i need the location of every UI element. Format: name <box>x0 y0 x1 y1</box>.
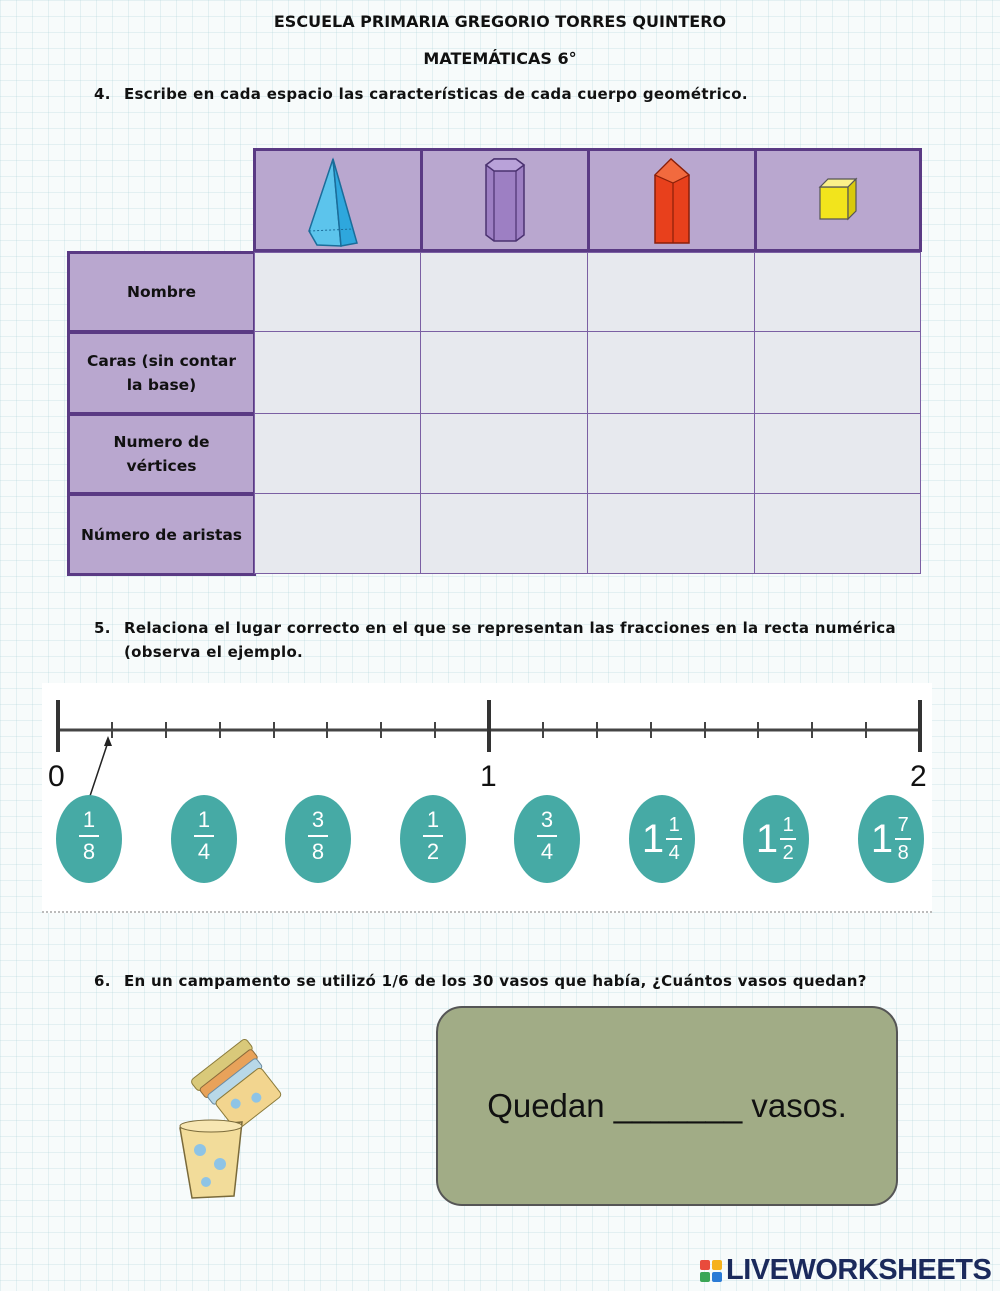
row-label-aristas: Número de aristas <box>67 493 256 576</box>
brand-text: LIVEWORKSHEETS <box>726 1254 992 1286</box>
paper-cups-illustration <box>170 1030 300 1202</box>
fraction-numerator: 3 <box>540 807 554 832</box>
logo-square-red <box>700 1260 710 1270</box>
answer-cell-vertices-2[interactable] <box>420 413 589 494</box>
cube-icon <box>754 151 922 249</box>
fraction-denominator: 8 <box>311 839 325 864</box>
axis-label-2: 2 <box>910 760 927 793</box>
row-label-vertices: Numero de vértices <box>67 413 256 495</box>
fraction-numerator: 1 <box>82 807 96 832</box>
answer-box[interactable] <box>436 1006 898 1206</box>
answer-cell-vertices-1[interactable] <box>254 413 422 494</box>
fraction-chip-1-4[interactable] <box>171 795 237 883</box>
question-4 <box>94 85 748 103</box>
fraction-denominator: 8 <box>82 839 96 864</box>
answer-cell-caras-4[interactable] <box>754 331 921 414</box>
axis-label-1: 1 <box>480 760 497 793</box>
subject-title: MATEMÁTICAS 6° <box>423 49 577 68</box>
fraction-whole: 1 <box>641 817 665 861</box>
answer-cell-nombre-4[interactable] <box>754 252 921 332</box>
answer-cell-caras-1[interactable] <box>254 331 422 414</box>
fraction-numerator: 3 <box>311 807 325 832</box>
question-5-number: 5. <box>94 619 111 637</box>
answer-cell-vertices-4[interactable] <box>754 413 921 494</box>
fraction-numerator: 1 <box>426 807 440 832</box>
answer-cell-aristas-2[interactable] <box>420 493 589 574</box>
fraction-chip-1-8[interactable] <box>56 795 122 883</box>
fraction-numerator: 7 <box>897 814 909 836</box>
answer-cell-aristas-4[interactable] <box>754 493 921 574</box>
axis-label-0: 0 <box>48 760 65 793</box>
answer-cell-caras-2[interactable] <box>420 331 589 414</box>
shape-header-hexprism <box>420 148 590 252</box>
pentagonal-pyramid-icon <box>253 151 423 249</box>
fraction-whole: 1 <box>870 817 894 861</box>
shape-header-pyramid <box>253 148 423 252</box>
question-5 <box>94 619 924 661</box>
fraction-chip-3-8[interactable] <box>285 795 351 883</box>
answer-cell-nombre-2[interactable] <box>420 252 589 332</box>
answer-cell-aristas-3[interactable] <box>587 493 756 574</box>
hexagonal-prism-icon <box>420 151 590 249</box>
fraction-chip-1-1-4[interactable] <box>629 795 695 883</box>
fraction-chip-1-2[interactable] <box>400 795 466 883</box>
shape-header-triprism <box>587 148 757 252</box>
question-6-text: En un campamento se utilizó 1/6 de los 30 vasos que había, ¿Cuántos vasos quedan? <box>124 972 867 990</box>
fraction-numerator: 1 <box>197 807 211 832</box>
question-6-number: 6. <box>94 972 111 990</box>
answer-cell-nombre-3[interactable] <box>587 252 756 332</box>
fraction-numerator: 1 <box>668 814 680 836</box>
question-5-text-line1: Relaciona el lugar correcto en el que se representan las fracciones en la recta numérica <box>124 619 896 637</box>
logo-square-green <box>700 1272 710 1282</box>
row-label-nombre: Nombre <box>67 251 256 333</box>
question-4-number: 4. <box>94 85 111 103</box>
school-title: ESCUELA PRIMARIA GREGORIO TORRES QUINTERO <box>273 12 727 31</box>
example-arrow-head <box>104 736 112 746</box>
number-line <box>0 690 1000 800</box>
answer-cell-caras-3[interactable] <box>587 331 756 414</box>
question-4-text: Escribe en cada espacio las características de cada cuerpo geométrico. <box>124 85 748 103</box>
fraction-denominator: 4 <box>668 842 680 864</box>
fraction-denominator: 2 <box>782 842 794 864</box>
liveworksheets-logo-icon <box>700 1260 722 1282</box>
fraction-chip-1-7-8[interactable] <box>858 795 924 883</box>
liveworksheets-brand <box>700 1254 991 1287</box>
answer-cell-vertices-3[interactable] <box>587 413 756 494</box>
question-5-text-line2: (observa el ejemplo. <box>124 643 304 661</box>
example-arrow <box>90 742 108 796</box>
triangular-prism-icon <box>587 151 757 249</box>
fraction-whole: 1 <box>755 817 779 861</box>
answer-text: Quedan _______ vasos. <box>487 1087 847 1124</box>
fraction-denominator: 4 <box>197 839 211 864</box>
logo-square-yellow <box>712 1260 722 1270</box>
fraction-chip-1-1-2[interactable] <box>743 795 809 883</box>
answer-cell-nombre-1[interactable] <box>254 252 422 332</box>
fraction-denominator: 4 <box>540 839 554 864</box>
fraction-numerator: 1 <box>782 814 794 836</box>
question-6 <box>94 972 867 990</box>
logo-square-blue <box>712 1272 722 1282</box>
answer-cell-aristas-1[interactable] <box>254 493 422 574</box>
shape-header-cube <box>754 148 922 252</box>
fraction-denominator: 2 <box>426 839 440 864</box>
row-label-caras: Caras (sin contar la base) <box>67 331 256 415</box>
fraction-denominator: 8 <box>897 842 909 864</box>
fraction-chip-3-4[interactable] <box>514 795 580 883</box>
